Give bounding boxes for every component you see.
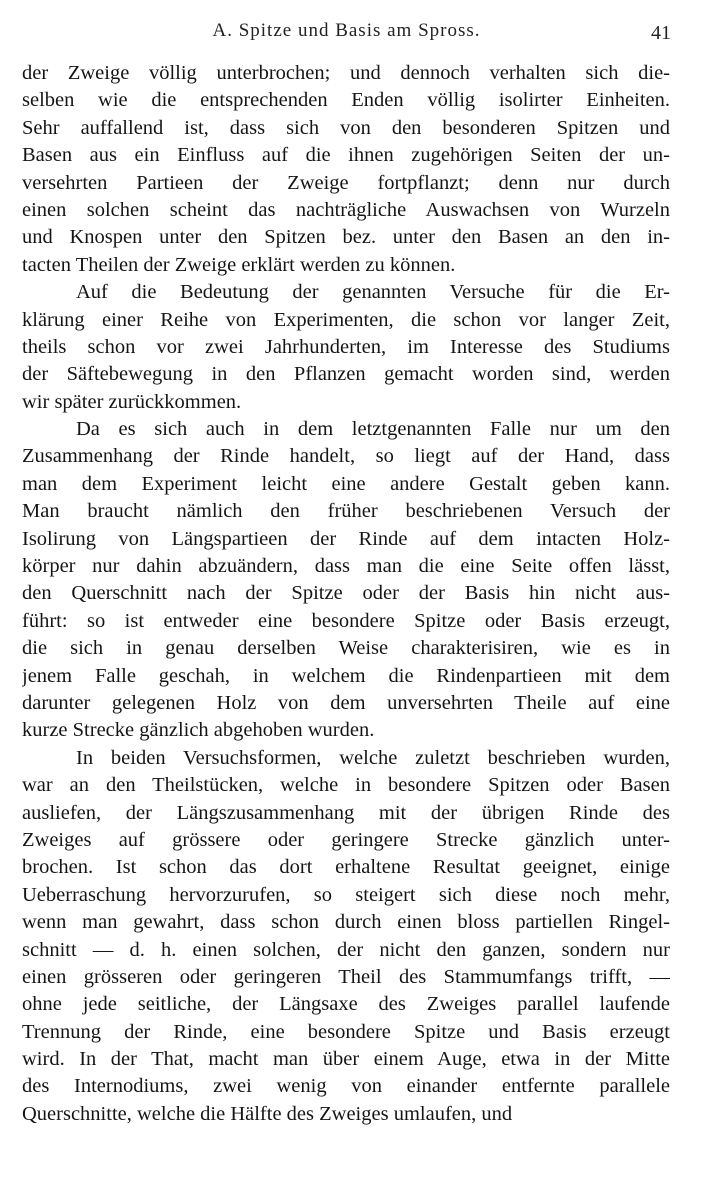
text-line: tacten Theilen der Zweige erklärt werden zu können. — [22, 253, 456, 276]
text-line: brochen. Ist schon das dort erhaltene Resultat geeignet, einige — [22, 856, 670, 879]
text-line: versehrten Partieen der Zweige fortpflanzt; denn nur durch — [22, 171, 670, 194]
body-text — [22, 60, 670, 1128]
text-line: selben wie die entsprechenden Enden völlig isolirter Einheiten. — [22, 89, 670, 112]
text-line: Isolirung von Längspartieen der Rinde auf dem intacten Holz- — [22, 527, 670, 550]
paragraph — [22, 60, 670, 279]
text-line: Sehr auffallend ist, dass sich von den besonderen Spitzen und — [22, 116, 670, 139]
text-line: Zusammenhang der Rinde handelt, so liegt auf der Hand, dass — [22, 445, 670, 468]
paragraph — [22, 416, 670, 745]
text-line: und Knospen unter den Spitzen bez. unter den Basen an den in- — [22, 226, 670, 249]
text-line: ausliefen, der Längszusammenhang mit der übrigen Rinde des — [22, 801, 670, 824]
text-line: die sich in genau derselben Weise charakterisiren, wie es in — [22, 637, 670, 660]
text-line: einen solchen scheint das nachträgliche Auswachsen von Wurzeln — [22, 198, 670, 221]
text-line: Auf die Bedeutung der genannten Versuche für die Er- — [76, 281, 670, 304]
text-line: darunter gelegenen Holz von dem unversehrten Theile auf eine — [22, 691, 670, 714]
text-line: führt: so ist entweder eine besondere Spitze oder Basis erzeugt, — [22, 609, 670, 632]
text-line: der Zweige völlig unterbrochen; und dennoch verhalten sich die- — [22, 62, 670, 84]
text-line: des Internodiums, zwei wenig von einander entfernte parallele — [22, 1075, 670, 1098]
text-line: körper nur dahin abzuändern, dass man die eine Seite offen lässt, — [22, 555, 670, 578]
text-line: man dem Experiment leicht eine andere Gestalt geben kann. — [22, 472, 670, 495]
running-head: A. Spitze und Basis am Spross. — [212, 20, 481, 41]
text-line: In beiden Versuchsformen, welche zuletzt beschrieben wurden, — [76, 746, 670, 769]
page-header — [22, 14, 671, 50]
page-number: 41 — [651, 22, 671, 44]
text-line: der Säftebewegung in den Pflanzen gemacht worden sind, werden — [22, 363, 670, 386]
text-line: Zweiges auf grössere oder geringere Strecke gänzlich unter- — [22, 828, 670, 851]
text-line: Da es sich auch in dem letztgenannten Falle nur um den — [76, 418, 670, 441]
paragraph — [22, 745, 670, 1128]
text-line: klärung einer Reihe von Experimenten, die schon vor langer Zeit, — [22, 308, 670, 331]
text-line: Ueberraschung hervorzurufen, so steigert sich diese noch mehr, — [22, 883, 670, 906]
text-line: war an den Theilstücken, welche in besondere Spitzen oder Basen — [22, 774, 670, 797]
text-line: Man braucht nämlich den früher beschriebenen Versuch der — [22, 500, 670, 523]
text-line: theils schon vor zwei Jahrhunderten, im Interesse des Studiums — [22, 335, 670, 358]
text-line: Trennung der Rinde, eine besondere Spitze und Basis erzeugt — [22, 1020, 670, 1043]
text-line: wenn man gewahrt, dass schon durch einen bloss partiellen Ringel- — [22, 911, 670, 934]
text-line: schnitt — d. h. einen solchen, der nicht den ganzen, sondern nur — [22, 938, 670, 961]
text-line: wir später zurückkommen. — [22, 390, 242, 413]
text-line: Basen aus ein Einfluss auf die ihnen zugehörigen Seiten der un- — [22, 144, 670, 167]
text-line: den Querschnitt nach der Spitze oder der Basis hin nicht aus- — [22, 582, 670, 605]
text-line: einen grösseren oder geringeren Theil des Stammumfangs trifft, — — [22, 965, 670, 988]
text-line: Querschnitte, welche die Hälfte des Zweiges umlaufen, und — [22, 1102, 513, 1125]
text-line: wird. In der That, macht man über einem Auge, etwa in der Mitte — [22, 1048, 670, 1071]
text-line: kurze Strecke gänzlich abgehoben wurden. — [22, 719, 375, 742]
paragraph — [22, 279, 670, 416]
text-line: ohne jede seitliche, der Längsaxe des Zweiges parallel laufende — [22, 993, 670, 1016]
text-line: jenem Falle geschah, in welchem die Rindenpartieen mit dem — [22, 664, 670, 687]
